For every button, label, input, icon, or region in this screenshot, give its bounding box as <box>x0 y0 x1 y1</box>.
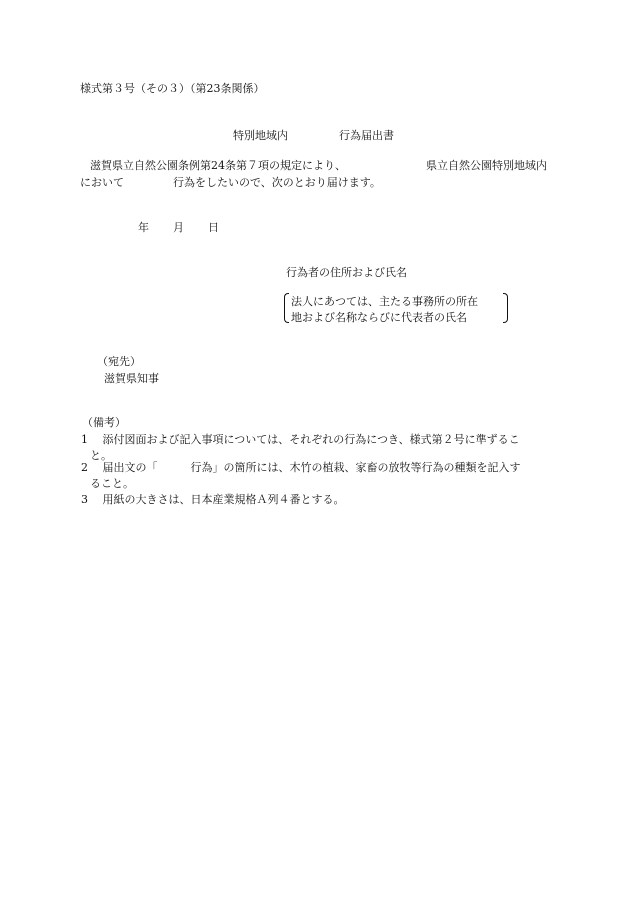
corporate-note-line1: 法人にあつては、主たる事務所の所在 <box>291 295 478 308</box>
date-year: 年 <box>138 221 149 234</box>
remark-3-line1: 3 用紙の大きさは、日本産業規格Ａ列４番とする。 <box>81 493 345 506</box>
remark-2-line1: 2 届出文の「 行為」の箇所には、木竹の植栽、家畜の放牧等行為の種類を記入す <box>81 461 521 474</box>
applicant-label: 行為者の住所および氏名 <box>286 266 407 279</box>
right-bracket <box>503 293 508 323</box>
intro-line2-b: 行為をしたいので、次のとおり届けます。 <box>173 176 381 189</box>
corporate-note-line2: 地および名称ならびに代表者の氏名 <box>291 311 467 324</box>
left-bracket <box>284 293 289 323</box>
corporate-note-bracket <box>284 292 508 326</box>
remark-2-line2: ること。 <box>90 477 134 490</box>
date-month: 月 <box>173 221 184 234</box>
addressee-name: 滋賀県知事 <box>104 372 159 385</box>
title-part1: 特別地域内 <box>233 129 288 142</box>
intro-line2-a: において <box>80 176 124 189</box>
remark-1-line2: と。 <box>90 449 112 462</box>
remark-1-line1: 1 添付図面および記入事項については、それぞれの行為につき、様式第２号に準ずるこ <box>81 433 520 446</box>
form-number: 様式第３号（その３）（第23条関係） <box>80 82 265 95</box>
addressee-label: （宛先） <box>97 355 141 368</box>
intro-line1-a: 滋賀県立自然公園条例第24条第７項の規定により、 <box>90 159 346 172</box>
remarks-header: （備考） <box>82 416 126 429</box>
title-part2: 行為届出書 <box>339 129 394 142</box>
date-day: 日 <box>208 221 219 234</box>
intro-line1-b: 県立自然公園特別地域内 <box>426 159 547 172</box>
